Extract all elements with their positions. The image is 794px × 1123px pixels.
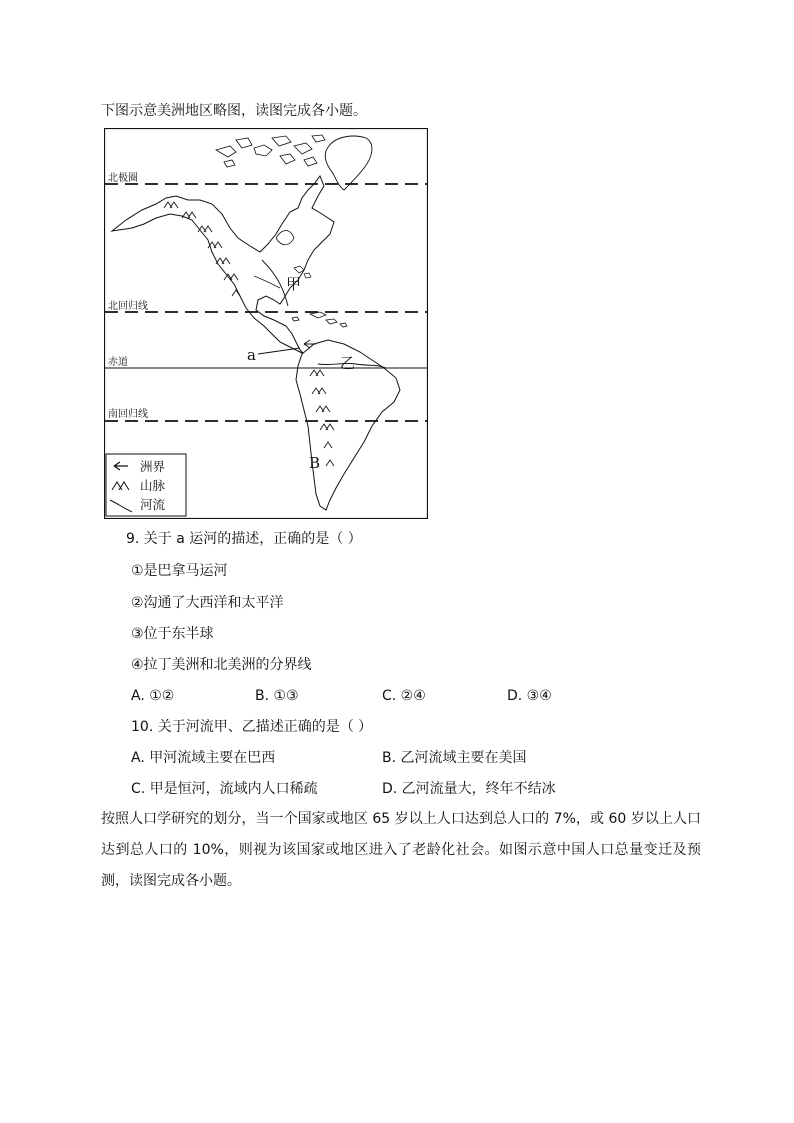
q10-option-b[interactable]: B. 乙河流域主要在美国 bbox=[382, 750, 527, 766]
label-B: B bbox=[309, 454, 321, 472]
q9-statement-4: ④拉丁美洲和北美洲的分界线 bbox=[131, 657, 312, 673]
legend-item-mountain: 山脉 bbox=[140, 478, 166, 493]
q10-option-d[interactable]: D. 乙河流量大，终年不结冰 bbox=[382, 781, 556, 797]
intro-paragraph-2: 按照人口学研究的划分，当一个国家或地区 65 岁以上人口达到总人口的 7%，或 60 岁以上人口达到总人口的 10%，则视为该国家或地区进入了老龄化社会。如图示意中国人口总量变迁及预测，读图完成各小题。 bbox=[101, 811, 701, 889]
label-equator: 赤道 bbox=[108, 357, 128, 368]
q9-option-c[interactable]: C. ②④ bbox=[382, 688, 426, 704]
q9-option-d[interactable]: D. ③④ bbox=[507, 688, 552, 704]
q9-option-b[interactable]: B. ①③ bbox=[255, 688, 299, 704]
q9-option-a[interactable]: A. ①② bbox=[131, 688, 175, 704]
legend-item-river: 河流 bbox=[140, 497, 166, 512]
intro-text: 下图示意美洲地区略图，读图完成各小题。 bbox=[101, 103, 367, 119]
legend-item-continent-boundary: 洲界 bbox=[140, 459, 166, 474]
label-jia: 甲 bbox=[286, 275, 302, 293]
q10-option-a[interactable]: A. 甲河流域主要在巴西 bbox=[131, 750, 276, 766]
label-tropic-of-capricorn: 南回归线 bbox=[108, 409, 148, 420]
q10-stem: 10. 关于河流甲、乙描述正确的是（ ） bbox=[131, 719, 373, 735]
label-a: a bbox=[247, 346, 256, 364]
q9-statement-1: ①是巴拿马运河 bbox=[131, 563, 228, 579]
q10-option-c[interactable]: C. 甲是恒河，流域内人口稀疏 bbox=[131, 781, 318, 797]
label-arctic-circle: 北极圈 bbox=[108, 173, 138, 184]
q9-stem: 9. 关于 a 运河的描述，正确的是（ ） bbox=[126, 531, 362, 547]
americas-map bbox=[104, 128, 428, 519]
q9-statement-2: ②沟通了大西洋和太平洋 bbox=[131, 595, 284, 611]
label-yi: 乙 bbox=[340, 354, 356, 372]
label-tropic-of-cancer: 北回归线 bbox=[108, 301, 148, 312]
q9-statement-3: ③位于东半球 bbox=[131, 626, 214, 642]
